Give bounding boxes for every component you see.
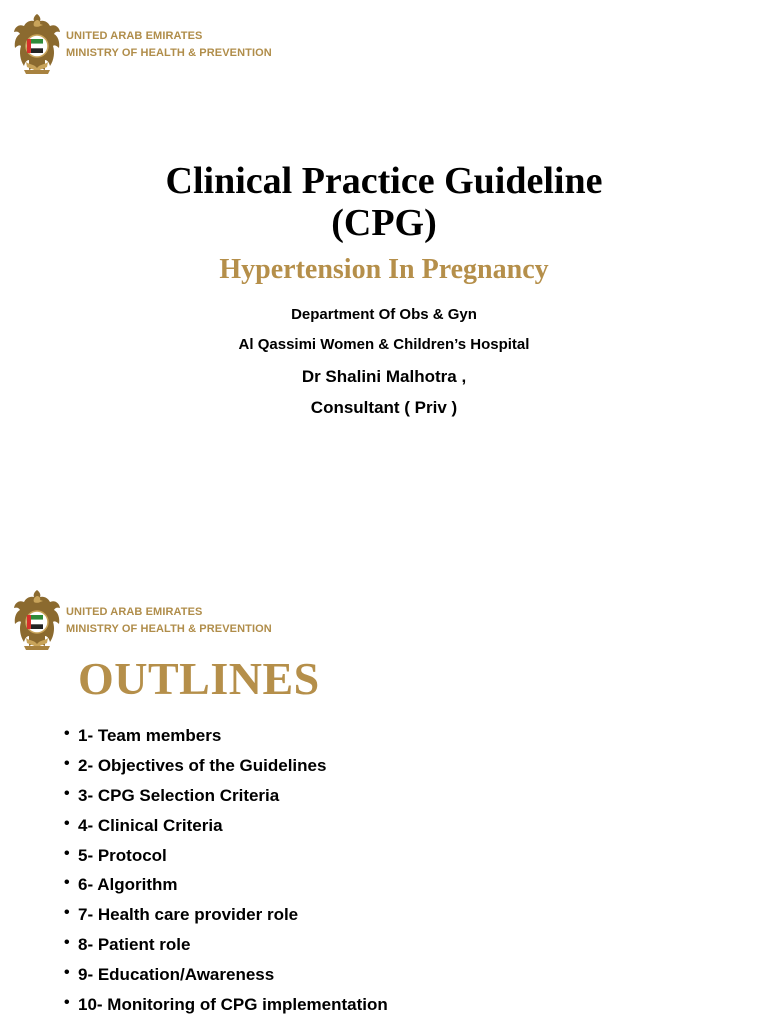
ministry-name-text: MINISTRY OF HEALTH & PREVENTION [66, 47, 272, 59]
list-item-text: 9- Education/Awareness [78, 965, 275, 985]
list-item-text: 10- Monitoring of CPG implementation [78, 995, 388, 1015]
outline-list [64, 723, 388, 1022]
list-item [64, 902, 388, 932]
list-item-text: 2- Objectives of the Guidelines [78, 755, 327, 775]
list-item [64, 992, 388, 1022]
list-item-text: 5- Protocol [78, 845, 167, 865]
list-item-text: 1- Team members [78, 726, 222, 745]
ministry-name-text: MINISTRY OF HEALTH & PREVENTION [66, 623, 272, 635]
list-item-text: 3- CPG Selection Criteria [78, 785, 280, 805]
bullet-icon: • [64, 754, 70, 772]
ministry-header [12, 588, 272, 654]
bullet-icon: • [64, 994, 70, 1012]
bullet-icon: • [64, 934, 70, 952]
bullet-icon: • [64, 874, 70, 892]
country-name: UNITED ARAB EMIRATES [66, 606, 203, 618]
ministry-name [66, 604, 272, 638]
list-item [64, 783, 388, 813]
list-item-text: 8- Patient role [78, 935, 191, 955]
title-line-1: Clinical Practice Guideline [165, 160, 603, 202]
falcon-emblem-icon [12, 12, 62, 78]
list-item-text: 7- Health care provider role [78, 905, 299, 925]
department-text: Department Of Obs & Gyn [291, 306, 477, 323]
doctor-name: Dr Shalini Malhotra , [301, 367, 467, 386]
list-item-text: 4- Clinical Criteria [78, 815, 223, 835]
slide-title [0, 160, 768, 244]
country-name: UNITED ARAB EMIRATES [66, 30, 203, 42]
list-item [64, 753, 388, 783]
list-item [64, 843, 388, 873]
bullet-icon: • [64, 904, 70, 922]
ministry-name [66, 28, 272, 62]
bullet-icon: • [64, 814, 70, 832]
bullet-icon: • [64, 725, 70, 742]
title-line-2: (CPG) [331, 202, 437, 244]
list-item [64, 932, 388, 962]
bullet-icon: • [64, 784, 70, 802]
bullet-icon: • [64, 964, 70, 982]
list-item [64, 723, 388, 753]
hospital-text: Al Qassimi Women & Children’s Hospital [238, 336, 530, 353]
outlines-heading: OUTLINES [78, 653, 320, 704]
outlines-slide [0, 576, 768, 1024]
list-item [64, 813, 388, 843]
doctor-role: Consultant ( Priv ) [310, 398, 458, 417]
list-item [64, 962, 388, 992]
list-item-text: 6- Algorithm [78, 875, 178, 895]
slide-subtitle: Hypertension In Pregnancy [219, 254, 549, 285]
list-item [64, 872, 388, 902]
ministry-header [12, 12, 272, 78]
falcon-emblem-icon [12, 588, 62, 654]
bullet-icon: • [64, 844, 70, 862]
